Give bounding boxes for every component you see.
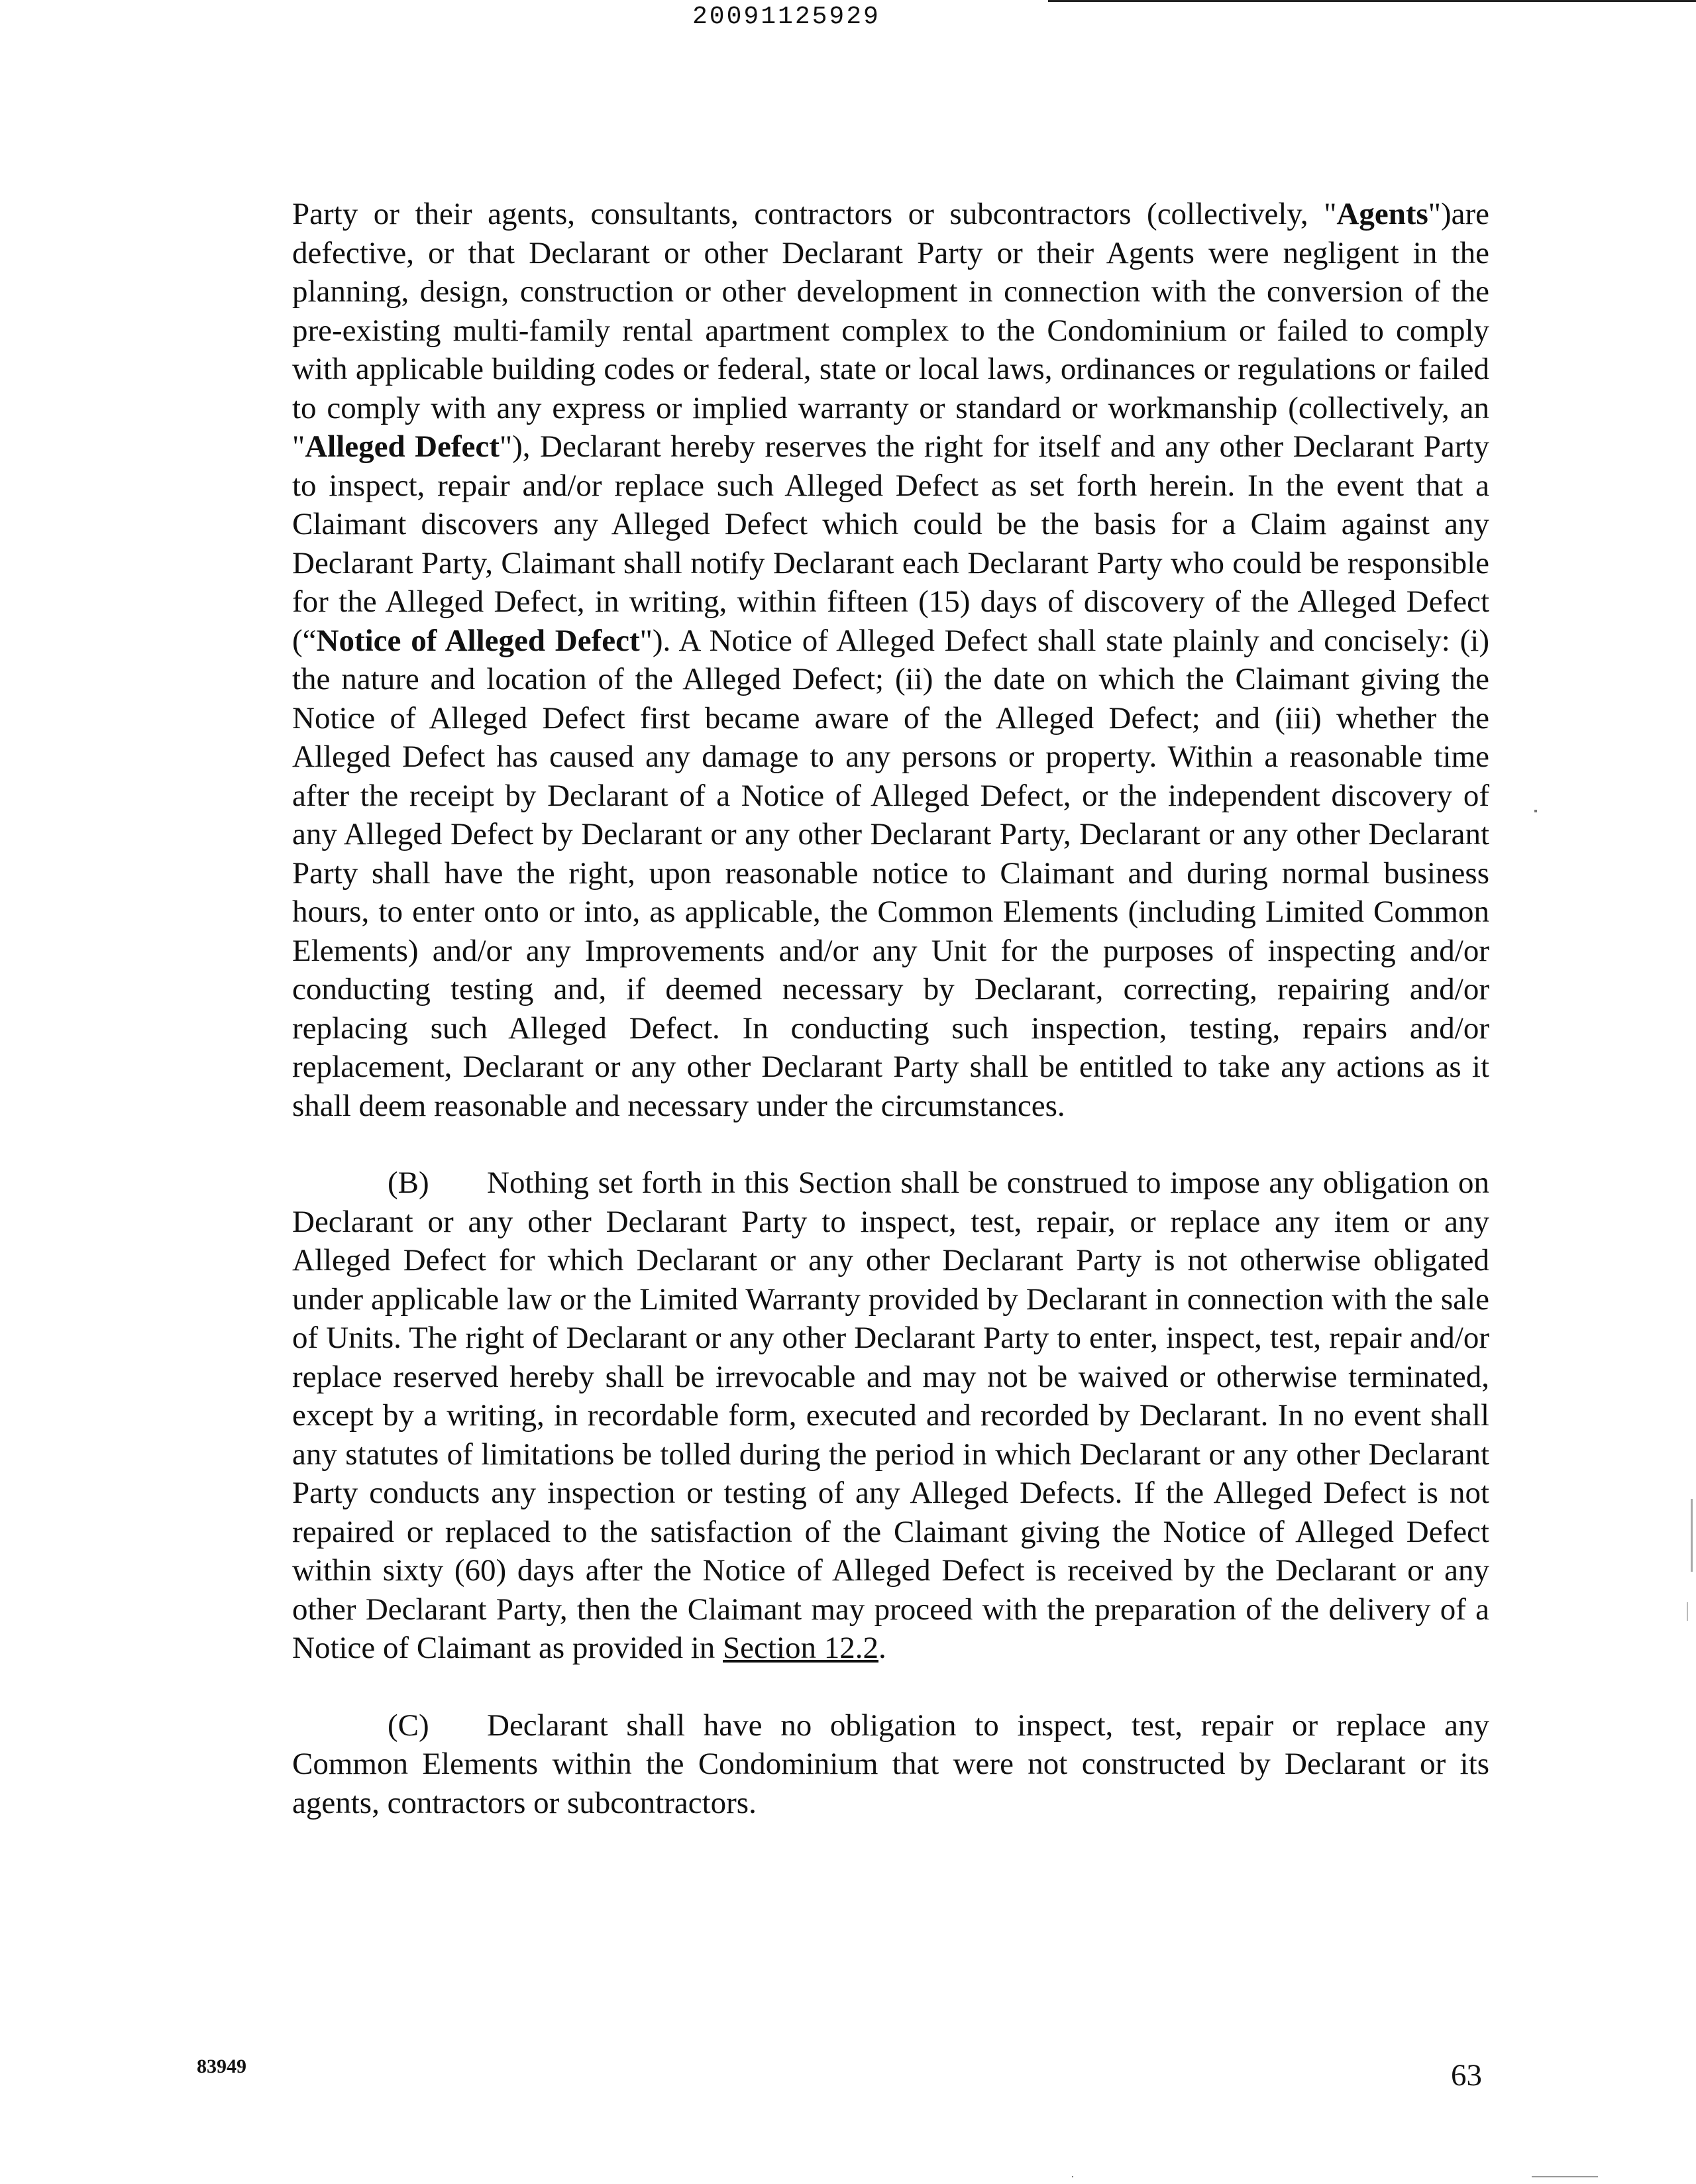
- margin-tick-small: [1687, 1602, 1688, 1621]
- recording-number: 20091125929: [692, 3, 880, 31]
- paragraph-c: [292, 1706, 1489, 1823]
- paragraph-a-text-1: Party or their agents, consultants, contractors or subcontractors (collectively, ": [292, 197, 1337, 231]
- document-id: 83949: [197, 2055, 246, 2077]
- defined-term-agents: Agents: [1336, 197, 1428, 231]
- paragraph-a-text-4: "). A Notice of Alleged Defect shall state plainly and concisely: (i) the nature and location of the Alleged Defect; (ii) the date on which the Claimant giving the Notice of Alleged Defect first became aware of the Alleged Defect; and (iii) whether the Alleged Defect has caused any damage to any persons or property. Within a reasonable time after the receipt by Declarant of a Notice of Alleged Defect, or the independent discovery of any Alleged Defect by Declarant or any other Declarant Party, Declarant or any other Declarant Party shall have the right, upon reasonable notice to Claimant and during normal business hours, to enter onto or into, as applicable, the Common Elements (including Limited Common Elements) and/or any Improvements and/or any Unit for the purposes of inspecting and/or conducting testing and, if deemed necessary by Declarant, correcting, repairing and/or replacing such Alleged Defect. In conducting such inspection, testing, repairs and/or replacement, Declarant or any other Declarant Party shall be entitled to take any actions as it shall deem reasonable and necessary under the circumstances.: [292, 623, 1489, 1123]
- margin-speck: [1534, 810, 1537, 812]
- defined-term-alleged-defect: Alleged Defect: [305, 429, 500, 464]
- scan-dash: [1532, 2176, 1598, 2177]
- document-body: [292, 195, 1489, 1861]
- section-reference-link: Section 12.2: [723, 1631, 878, 1665]
- paragraph-a-text-2: ")are defective, or that Declarant or other Declarant Party or their Agents were negligent in the planning, design, construction or other development in connection with the conversion of the pre-existing multi-family rental apartment complex to the Condominium or failed to comply with applicable building codes or federal, state or local laws, ordinances or regulations or failed to comply with any express or implied warranty or standard or workmanship (collectively, an ": [292, 197, 1489, 464]
- top-rule: [1048, 0, 1696, 2]
- paragraph-a-text-3: "), Declarant hereby reserves the right for itself and any other Declarant Party to inspect, repair and/or replace such Alleged Defect as set forth herein. In the event that a Claimant discovers any Alleged Defect which could be the basis for a Claim against any Declarant Party, Claimant shall notify Declarant each Declarant Party who could be responsible for the Alleged Defect, in writing, within fifteen (15) days of discovery of the Alleged Defect (“: [292, 429, 1490, 658]
- paragraph-b: [292, 1164, 1489, 1668]
- paragraph-b-text-2: .: [878, 1631, 886, 1665]
- defined-term-notice-of-alleged-defect: Notice of Alleged Defect: [316, 623, 640, 658]
- paragraph-c-label: (C): [388, 1708, 429, 1743]
- page-number: 63: [1451, 2058, 1482, 2093]
- margin-tick: [1691, 1499, 1693, 1572]
- paragraph-a: [292, 195, 1489, 1125]
- paragraph-c-text: Declarant shall have no obligation to inspect, test, repair or replace any Common Elements within the Condominium that were not constructed by Declarant or its agents, contractors or subcontractors.: [292, 1708, 1489, 1820]
- scan-dot: [1072, 2176, 1073, 2177]
- paragraph-b-text-1: Nothing set forth in this Section shall be construed to impose any obligation on Declarant or any other Declarant Party to inspect, test, repair, or replace any item or any Alleged Defect for which Declarant or any other Declarant Party is not otherwise obligated under applicable law or the Limited Warranty provided by Declarant in connection with the sale of Units. The right of Declarant or any other Declarant Party to enter, inspect, test, repair and/or replace reserved hereby shall be irrevocable and may not be waived or otherwise terminated, except by a writing, in recordable form, executed and recorded by Declarant. In no event shall any statutes of limitations be tolled during the period in which Declarant or any other Declarant Party conducts any inspection or testing of any Alleged Defects. If the Alleged Defect is not repaired or replaced to the satisfaction of the Claimant giving the Notice of Alleged Defect within sixty (60) days after the Notice of Alleged Defect is received by the Declarant or any other Declarant Party, then the Claimant may proceed with the preparation of the delivery of a Notice of Claimant as provided in: [292, 1166, 1489, 1665]
- paragraph-b-label: (B): [388, 1166, 429, 1200]
